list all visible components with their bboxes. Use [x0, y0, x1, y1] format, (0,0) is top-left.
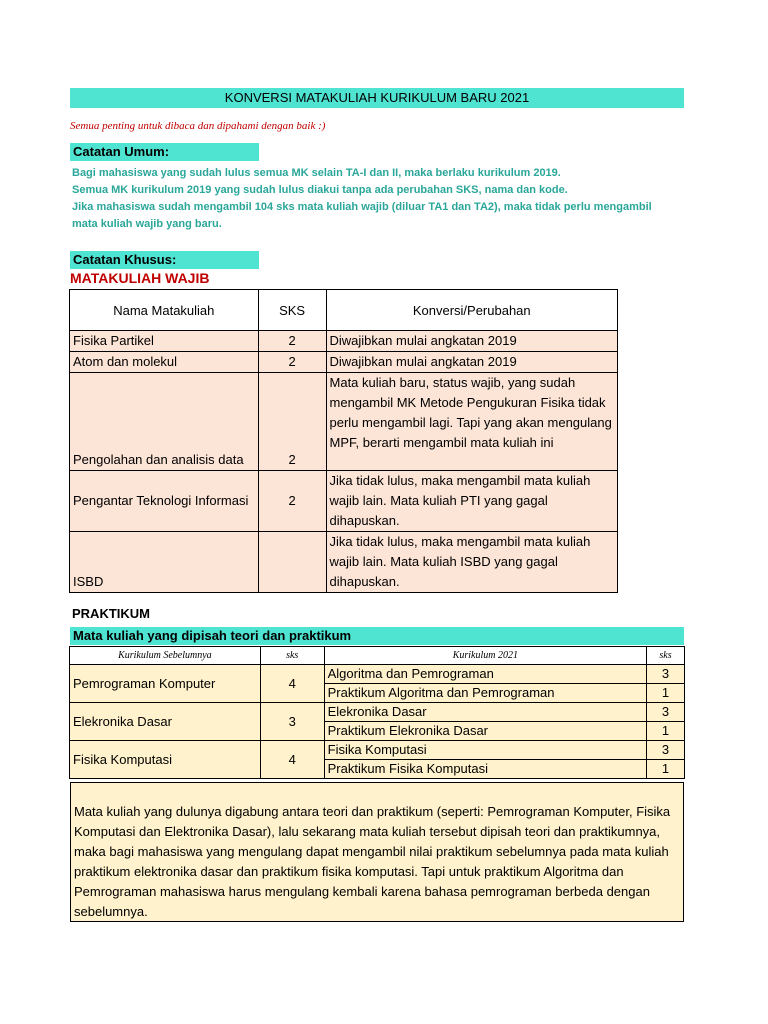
- column-header: SKS: [258, 290, 326, 331]
- table-row: [70, 532, 618, 593]
- course-name: Pengantar Teknologi Informasi: [70, 471, 259, 532]
- course-konversi: Diwajibkan mulai angkatan 2019: [326, 352, 617, 373]
- old-course-name: Pemrograman Komputer: [70, 665, 261, 703]
- old-course-name: Fisika Komputasi: [70, 741, 261, 779]
- column-header: Nama Matakuliah: [70, 290, 259, 331]
- course-konversi: Mata kuliah baru, status wajib, yang sudah mengambil MK Metode Pengukuran Fisika tidak perlu mengambil lagi. Tapi yang akan mengulang MPF, berarti mengambil mata kuliah ini: [326, 373, 617, 471]
- catatan-umum-line: Jika mahasiswa sudah mengambil 104 sks mata kuliah wajib (diluar TA1 dan TA2), maka tidak perlu mengambil: [72, 201, 652, 213]
- new-course-sks: 3: [647, 741, 685, 760]
- new-course-name: Praktikum Algoritma dan Pemrograman: [324, 684, 646, 703]
- table-header-row: [70, 647, 685, 665]
- course-name: Atom dan molekul: [70, 352, 259, 373]
- column-header: sks: [647, 647, 685, 665]
- new-course-sks: 3: [647, 703, 685, 722]
- old-course-sks: 4: [260, 665, 324, 703]
- table-row: [70, 331, 618, 352]
- catatan-umum-line: mata kuliah wajib yang baru.: [72, 218, 222, 230]
- course-sks: 2: [258, 471, 326, 532]
- column-header: Kurikulum 2021: [324, 647, 646, 665]
- course-konversi: Diwajibkan mulai angkatan 2019: [326, 331, 617, 352]
- table-row: [70, 373, 618, 471]
- column-header: Konversi/Perubahan: [326, 290, 617, 331]
- new-course-sks: 1: [647, 684, 685, 703]
- course-sks: 2: [258, 352, 326, 373]
- course-name: Pengolahan dan analisis data: [70, 373, 259, 471]
- new-course-name: Elekronika Dasar: [324, 703, 646, 722]
- matakuliah-wajib-title: MATAKULIAH WAJIB: [70, 270, 210, 286]
- new-course-name: Praktikum Fisika Komputasi: [324, 760, 646, 779]
- catatan-umum-line: Bagi mahasiswa yang sudah lulus semua MK selain TA-I dan II, maka berlaku kurikulum 2019.: [72, 167, 561, 179]
- course-sks: 2: [258, 373, 326, 471]
- course-konversi: Jika tidak lulus, maka mengambil mata kuliah wajib lain. Mata kuliah ISBD yang gagal dihapuskan.: [326, 532, 617, 593]
- old-course-sks: 3: [260, 703, 324, 741]
- new-course-sks: 1: [647, 722, 685, 741]
- matakuliah-wajib-table: [69, 289, 618, 593]
- table-row: [70, 703, 685, 722]
- catatan-umum-label: Catatan Umum:: [70, 143, 259, 161]
- table-row: [70, 471, 618, 532]
- old-course-sks: 4: [260, 741, 324, 779]
- praktikum-table: [69, 646, 685, 779]
- new-course-sks: 1: [647, 760, 685, 779]
- column-header: sks: [260, 647, 324, 665]
- column-header: Kurikulum Sebelumnya: [70, 647, 261, 665]
- intro-note: Semua penting untuk dibaca dan dipahami dengan baik :): [70, 120, 326, 132]
- catatan-khusus-label: Catatan Khusus:: [70, 251, 259, 269]
- praktikum-subtitle: Mata kuliah yang dipisah teori dan praktikum: [70, 627, 684, 645]
- new-course-name: Algoritma dan Pemrograman: [324, 665, 646, 684]
- table-row: [70, 665, 685, 684]
- course-name: Fisika Partikel: [70, 331, 259, 352]
- course-name: ISBD: [70, 532, 259, 593]
- table-row: [70, 352, 618, 373]
- table-row: [70, 741, 685, 760]
- new-course-sks: 3: [647, 665, 685, 684]
- course-sks: 2: [258, 331, 326, 352]
- course-sks: [258, 532, 326, 593]
- old-course-name: Elekronika Dasar: [70, 703, 261, 741]
- praktikum-note: Mata kuliah yang dulunya digabung antara teori dan praktikum (seperti: Pemrograman Komputer, Fisika Komputasi dan Elektronika Dasar), lalu sekarang mata kuliah tersebut dipisah teori dan praktikumnya, maka bagi mahasiswa yang mengulang dapat mengambil nilai praktikum sebelumnya pada mata kuliah praktikum elektronika dasar dan praktikum fisika komputasi. Tapi untuk praktikum Algoritma dan Pemrograman mahasiswa harus mengulang kembali karena bahasa pemrograman berbeda dengan sebelumnya.: [70, 782, 684, 922]
- table-header-row: [70, 290, 618, 331]
- praktikum-title: PRAKTIKUM: [72, 606, 150, 621]
- page-title: KONVERSI MATAKULIAH KURIKULUM BARU 2021: [70, 88, 684, 108]
- catatan-umum-text: [72, 165, 684, 233]
- catatan-umum-line: Semua MK kurikulum 2019 yang sudah lulus diakui tanpa ada perubahan SKS, nama dan kode.: [72, 184, 568, 196]
- new-course-name: Fisika Komputasi: [324, 741, 646, 760]
- course-konversi: Jika tidak lulus, maka mengambil mata kuliah wajib lain. Mata kuliah PTI yang gagal dihapuskan.: [326, 471, 617, 532]
- new-course-name: Praktikum Elekronika Dasar: [324, 722, 646, 741]
